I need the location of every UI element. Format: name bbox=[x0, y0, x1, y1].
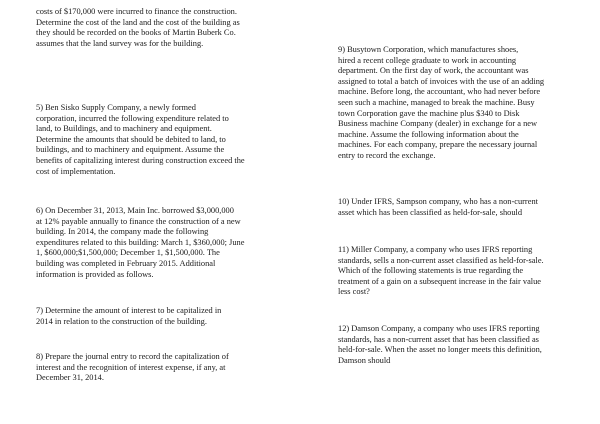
question-12: 12) Damson Company, a company who uses IFRS reporting standards, has a non-current asset that has been classified as held-for-sale. When the asset no longer meets this definition, Damson should bbox=[338, 324, 542, 365]
question-9: 9) Busytown Corporation, which manufactures shoes, hired a recent college graduate to work in accounting department. On the first day of work, the accountant was assigned to total a batch of invoices with the use of an adding machine. Before long, the accountant, who had never before seen such a machine, managed to break the machine. Busy town Corporation gave the machine plus $340 to Disk Business machine Company (dealer) in exchange for a new machine. Assume the following information about the machines. For each company, prepare the necessary journal entry to record the exchange. bbox=[338, 45, 545, 160]
question-11: 11) Miller Company, a company who uses IFRS reporting standards, sells a non-current asset classified as held-for-sale. Which of the following statements is true regarding the treatment of a gain on a subsequent increase in the fair value less cost? bbox=[338, 245, 544, 297]
paragraph-intro-costs: costs of $170,000 were incurred to finance the construction. Determine the cost of the land and the cost of the building as they should be recorded on the books of Martin Buberk Co. assumes that the land survey was for the building. bbox=[36, 7, 240, 48]
question-7: 7) Determine the amount of interest to be capitalized in 2014 in relation to the construction of the building. bbox=[36, 306, 222, 326]
question-6: 6) On December 31, 2013, Main Inc. borrowed $3,000,000 at 12% payable annually to finance the construction of a new building. In 2014, the company made the following expenditures related to this building: March 1, $360,000; June 1, $600,000;$1,500,000; December 1, $1,500,000. The building was completed in February 2015. Additional information is provided as follows. bbox=[36, 206, 245, 279]
question-10: 10) Under IFRS, Sampson company, who has a non-current asset which has been classified as held-for-sale, should bbox=[338, 197, 538, 217]
question-8: 8) Prepare the journal entry to record the capitalization of interest and the recognition of interest expense, if any, at December 31, 2014. bbox=[36, 352, 229, 383]
question-5: 5) Ben Sisko Supply Company, a newly formed corporation, incurred the following expenditure related to land, to Buildings, and to machinery and equipment. Determine the amounts that should be debited to land, to buildings, and to machinery and equipment. Assume the benefits of capitalizing interest during construction exceed the cost of implementation. bbox=[36, 103, 245, 176]
